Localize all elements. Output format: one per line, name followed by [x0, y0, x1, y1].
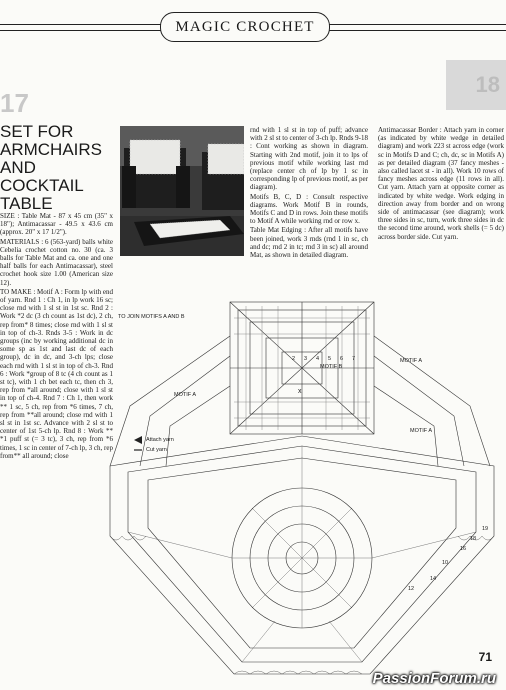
size-paragraph: SIZE : Table Mat - 87 x 45 cm (35" x 18"); Antimacassar - 49.5 x 43.6 cm (approx. 20" x 17 1/2"). — [0, 212, 113, 237]
motif-a-right-bottom-label: MOTIF A — [410, 428, 432, 434]
motif-a-right-top-label: MOTIF A — [400, 358, 422, 364]
title-line: ARMCHAIRS — [0, 140, 103, 159]
armchair-photo — [120, 126, 244, 256]
motif-a-left-label: MOTIF A — [174, 392, 196, 398]
round-number: 18 — [470, 536, 477, 542]
header-title: MAGIC CROCHET — [175, 18, 315, 35]
round-number: 19 — [482, 526, 489, 532]
materials-paragraph: MATERIALS : 6 (563-yard) balls white Cebelia crochet cotton no. 30 (ca. 3 balls for Table Mat and ca. one and one half balls for each Antimacassar), steel crochet hook size 1.00 (American size 12). — [0, 237, 113, 287]
title-line: COCKTAIL — [0, 176, 84, 195]
page-number: 71 — [478, 650, 492, 664]
to-make-paragraph: TO MAKE : Motif A : Form lp with end of yarn. Rnd 1 : Ch 1, in lp work 16 sc; close rnd with 1 sl st in 1st sc. Rnd 2 : Work *2 dc (3 ch count as 1st dc), 2 ch, rep from* 8 times; close rnd with 1 sl st in top of ch-3. Rnds 3-5 : Work in dc groups (inc by working additional dc in some sp as 1st and last dc of each group), dc in dc, and 3-ch lps; close each rnd with 1 sl st in top of ch-3. Rnd 6 : Work *group of 8 tc (4 ch count as 1 st tc), with 1 ch bet each tc, then ch 3, rep from *all around; close with 1 sl st in top of ch-4. Rnd 7 : Ch 1, then work ** 1 sc, 5 ch, rep from *6 times, 7 ch, rep from **all around; close rnd with 1 sl st in 1st sc. Advance with 2 sl st to center of 1st 5-ch lp. Rnd 8 : Work ** *1 puff st (= 3 tc), 3 ch, rep from *6 times, 1 sc in center of 7-ch lp, 3 ch, rep from** all around; close — [0, 287, 113, 460]
pattern-number-next: 18 — [446, 60, 506, 110]
row-number: 5 — [328, 356, 332, 362]
row-number: 7 — [352, 356, 356, 362]
legend-cut-yarn: Cut yarn — [146, 447, 167, 453]
row-number: 2 — [292, 356, 296, 362]
instructions-column-3 — [378, 126, 504, 242]
header-badge — [160, 12, 330, 42]
article-title — [0, 123, 118, 213]
round-number: 16 — [460, 546, 467, 552]
border-paragraph: Antimacassar Border : Attach yarn in corner (as indicated by white wedge in detailed diagram) and work 223 st across edge (work sc in Motifs D and C; ch, dc, sc in Motifs A) as per detailed diagram (37 fancy meshes - also called lacet st - in all). Work 10 rows of fancy meshes across edge (11 rows in all). Cut yarn. Attach yarn at opposite corner as indicated by white wedge. Work edging in direction away from border and on wrong side of antimacassar (see diagram); work three sides in sc, turn, work three sides in dc the second time around, work shells (= 5 dc) across border side. Cut yarn. — [378, 126, 504, 241]
crochet-diagram-drawing — [70, 296, 506, 680]
motifs-paragraph: Motifs B, C, D : Consult respective diagrams. Work Motif B in rounds, Motifs C and D in rows. Join these motifs to Motif A while working rnd or row x. — [250, 192, 368, 226]
row-number: 4 — [316, 356, 320, 362]
join-motifs-label: TO JOIN MOTIFS A AND B — [118, 314, 185, 320]
round-number: 12 — [408, 586, 415, 592]
join-x-mark: x — [298, 388, 302, 395]
instructions-column-2 — [250, 126, 368, 260]
rounds-paragraph: rnd with 1 sl st in top of puff; advance with 2 sl st to center of 3-ch lp. Rnds 9-18 : Cont working as shown in diagram. Starting with 2nd motif, join it to lps of previous motif while working last rnd (replace center ch of lp by 1 sc in corresponding lp of previous motif, as per diagram). — [250, 126, 369, 192]
row-number: 6 — [340, 356, 344, 362]
row-number: 3 — [304, 356, 308, 362]
title-line: AND — [0, 158, 36, 177]
edging-paragraph: Table Mat Edging : After all motifs have been joined, work 3 rnds (rnd 1 in sc, ch and dc; rnd 2 in tc; rnd 3 in sc) all around Mat, as shown in detailed diagram. — [250, 226, 368, 260]
title-line: TABLE — [0, 194, 53, 213]
motif-b-label: MOTIF B — [320, 364, 343, 370]
crochet-diagram — [70, 296, 506, 680]
title-line: SET FOR — [0, 122, 74, 141]
legend-attach-yarn: Attach yarn — [146, 437, 174, 443]
watermark: PassionForum.ru — [372, 669, 496, 687]
round-number: 14 — [430, 576, 437, 582]
round-number: 10 — [442, 560, 449, 566]
armchair-photo-image — [120, 126, 244, 256]
pattern-number: 17 — [0, 88, 29, 118]
